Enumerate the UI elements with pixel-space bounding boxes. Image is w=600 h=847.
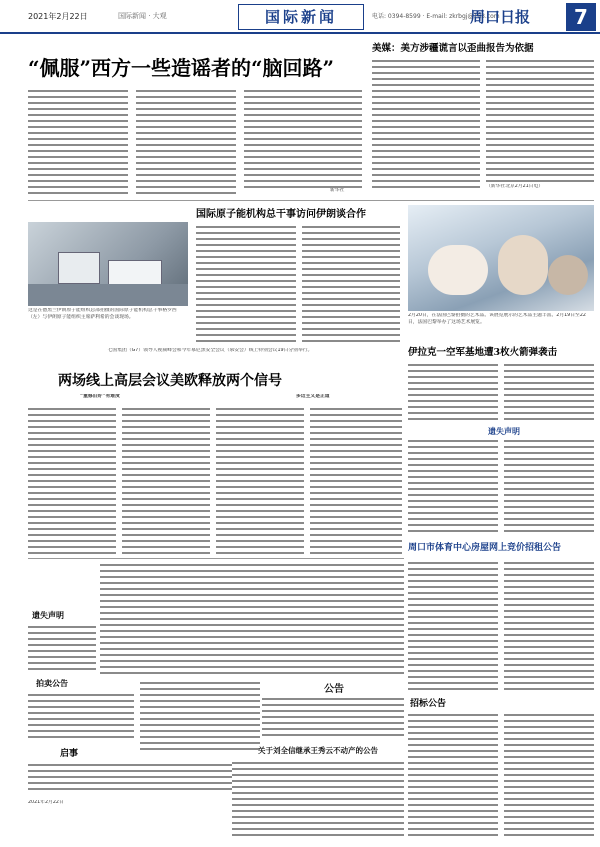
land-body xyxy=(408,560,498,692)
land-title: 周口市体育中心房屋网上竞价招租公告 xyxy=(408,543,562,553)
page-number: 7 xyxy=(566,3,596,31)
lost-table-title: 遗失声明 xyxy=(32,611,64,620)
iaea-body xyxy=(196,224,296,344)
right-top-dateline: （新华社北京2月21日电） xyxy=(486,184,544,189)
auction-title: 拍卖公告 xyxy=(36,679,68,688)
art-photo-caption: 2月20日，在法国巴黎拍摄的艺术品。该展览展示的艺术品主题丰富。2月19日至22日，法国巴黎举办了这场艺术展览。 xyxy=(408,313,586,325)
right-top-body-col2 xyxy=(486,58,594,182)
equity-title: 关于刘全信继承王秀云不动产的公告 xyxy=(258,746,378,755)
right-top-body xyxy=(372,58,480,190)
iaea-photo xyxy=(28,222,188,306)
eu-us-body-col3 xyxy=(216,406,304,554)
lead-byline: 新华社 xyxy=(330,188,345,193)
bulletin-body xyxy=(262,696,404,738)
bulletin-title: 公告 xyxy=(324,684,344,694)
iraq-body-col2 xyxy=(504,362,594,420)
section-title: 国际新闻 xyxy=(238,4,364,30)
issue-date: 2021年2月22日 xyxy=(28,12,88,21)
notice-date: 2021年2月22日 xyxy=(28,800,64,805)
eu-us-headline: 两场线上高层会议美欧释放两个信号 xyxy=(58,373,282,389)
masthead xyxy=(0,0,600,34)
edition-label: 国际新闻 · 大观 xyxy=(118,12,167,20)
lost-table-left xyxy=(28,624,96,674)
eu-us-body xyxy=(28,406,116,554)
eu-us-intro: 七国集团（G7）领导人视频峰会和今年慕尼黑安全会议（慕安会）线上特别会议19日分别举行。 xyxy=(107,348,313,353)
lead-headline: “佩服”西方一些造谣者的“脑回路” xyxy=(28,56,335,80)
equity-body xyxy=(232,760,404,838)
lost-table xyxy=(100,562,404,674)
eu-us-subhead: “重修旧好”有难度 xyxy=(80,394,120,399)
iaea-caption: 这是在德黑兰伊朗原子能组织总部拍摄的国际原子能机构总干事格罗西（左）与伊朗原子能组织主席萨利希的会谈现场。 xyxy=(28,308,177,320)
land-body-col2 xyxy=(504,560,594,692)
divider-lower xyxy=(28,558,404,559)
eu-us-body-col2 xyxy=(122,406,210,554)
tender-title: 招标公告 xyxy=(410,699,447,708)
contact-meta: 电话: 0394-8599 · E-mail: zkrbgj@163.com xyxy=(372,13,500,20)
art-photo xyxy=(408,205,594,311)
lost-notice-title: 遗失声明 xyxy=(488,427,520,436)
announce-body xyxy=(28,762,260,792)
iaea-body-col2 xyxy=(302,224,400,344)
lead-body xyxy=(28,88,128,196)
lead-body-col3 xyxy=(244,88,362,188)
lost-notice-body-col2 xyxy=(504,438,594,536)
eu-us-body-col4 xyxy=(310,406,402,554)
auction-body-col2 xyxy=(140,680,260,752)
tender-body xyxy=(408,712,498,838)
lead-body-col2 xyxy=(136,88,236,196)
announce-title: 启事 xyxy=(60,749,79,758)
paper-name: 周口日报 xyxy=(470,8,531,26)
iaea-headline: 国际原子能机构总干事访问伊朗谈合作 xyxy=(196,209,366,219)
iraq-headline: 伊拉克一空军基地遭3枚火箭弹袭击 xyxy=(408,347,558,358)
divider xyxy=(28,200,594,201)
auction-body xyxy=(28,692,134,738)
right-top-headline: 美媒：美方涉疆谎言以歪曲报告为依据 xyxy=(372,43,534,54)
tender-body-col2 xyxy=(504,712,594,838)
eu-us-byline: 多边主义是正道 xyxy=(296,394,330,399)
lost-notice-body xyxy=(408,438,498,536)
iraq-body xyxy=(408,362,498,420)
